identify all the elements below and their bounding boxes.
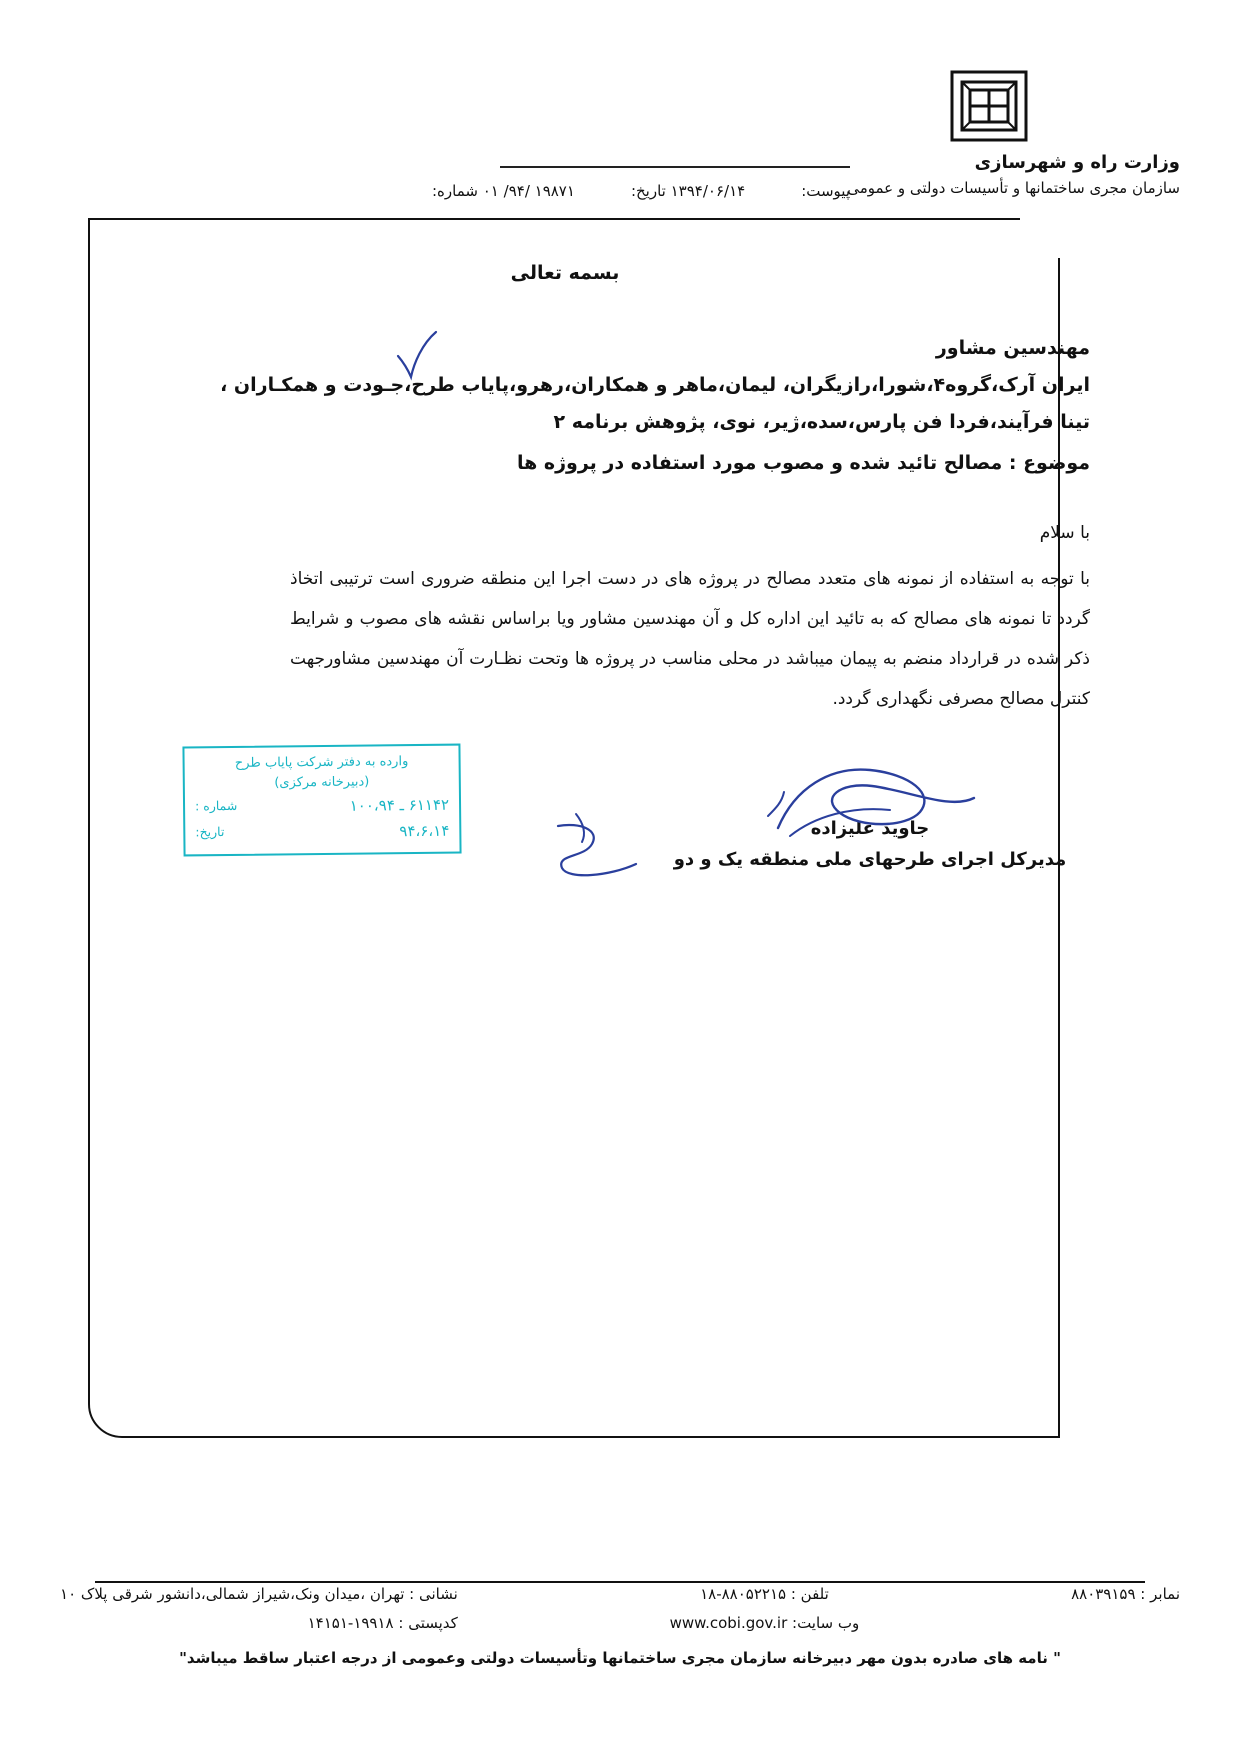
basmala: بسمه تعالی — [510, 262, 620, 284]
footer-website-row — [670, 1609, 860, 1638]
footer-contact-column — [670, 1580, 860, 1637]
attachment-field — [801, 182, 850, 200]
letter-meta — [310, 182, 850, 200]
stamp-number-value: ۶۱۱۴۲ ـ ۱۰۰،۹۴ — [349, 795, 450, 815]
addressee-block — [220, 330, 1090, 482]
signatory-title: مدیرکل اجرای طرحهای ملی منطقه یک و دو — [673, 849, 1067, 870]
footer-website-label: وب سایت: — [792, 1613, 860, 1632]
addressee-line-1: مهندسین مشاور — [935, 337, 1090, 359]
footer — [60, 1580, 1180, 1667]
footer-phone: تلفن : ۸۸۰۵۲۲۱۵-۱۸ — [700, 1585, 829, 1603]
ministry-emblem-icon — [950, 70, 1028, 142]
number-field — [432, 182, 575, 200]
stamp-date-value: ۹۴،۶،۱۴ — [399, 821, 450, 840]
letter-paragraph: با توجه به استفاده از نمونه های متعدد مصالح در پروژه های در دست اجرا این منطقه ضروری است ترتیبی اتخاذ گردد تا نمونه های مصالح که به تائید این اداره کل و آن مهندسین مشاور ویا براساس نقشه های مصوب و شرایط ذکر شده در قرارداد منضم به پیمان میباشد در محلی مناسب در پروژه ها وتحت نظـارت آن مهندسین مشاورجهت کنترل مصالح مصرفی نگهداری گردد. — [290, 569, 1090, 709]
letter-paragraph-container — [290, 560, 1090, 720]
footer-postal-code: کدپستی : ۱۹۹۱۸-۱۴۱۵۱ — [307, 1613, 458, 1632]
date-value: ۱۳۹۴/۰۶/۱۴ — [670, 182, 746, 200]
date-field — [631, 182, 745, 200]
signature-block — [670, 818, 1070, 870]
stamp-number-row — [185, 794, 459, 820]
attachment-label: پیوست: — [801, 182, 850, 200]
subject-line: موضوع : مصالح تائید شده و مصوب مورد استفاده در پروژه ها — [516, 452, 1090, 475]
footer-address-column — [60, 1580, 458, 1637]
footer-fax: نمابر : ۸۸۰۳۹۱۵۹ — [1071, 1585, 1180, 1603]
organization-name: سازمان مجری ساختمانها و تأسیسات دولتی و عمومی — [847, 179, 1180, 197]
signatory-name: جاوید علیزاده — [810, 818, 930, 839]
stamp-date-label: تاریخ: — [195, 823, 225, 839]
footer-fax-column — [1071, 1580, 1180, 1637]
salutation: با سلام — [1039, 523, 1090, 543]
date-label: تاریخ: — [630, 182, 666, 200]
footer-website-link[interactable]: www.cobi.gov.ir — [669, 1613, 788, 1632]
stamp-date-row — [185, 819, 459, 845]
stamp-line-1: وارده به دفتر شرکت پایاب طرح — [234, 754, 409, 771]
footer-address: نشانی : تهران ،میدان ونک،شیراز شمالی،دانشور شرقی پلاک ۱۰ — [60, 1585, 458, 1603]
stamp-number-label: شماره : — [194, 798, 238, 814]
number-value: ۱۹۸۷۱ /۹۴/ ۰۱ — [482, 182, 575, 200]
number-label: شماره: — [431, 182, 478, 200]
letterhead — [847, 70, 1180, 197]
addressee-line-3: تینا فرآیند،فردا فن پارس،سده،ژیر، نوی، پژوهش برنامه ۲ — [553, 411, 1090, 434]
footer-columns — [60, 1580, 1180, 1637]
stamp-line-2: (دبیرخانه مرکزی) — [274, 774, 370, 791]
footer-note: " نامه های صادره بدون مهر دبیرخانه سازمان مجری ساختمانها وتأسیسات دولتی وعمومی از درجه اعتبار ساقط میباشد" — [179, 1649, 1061, 1667]
reception-stamp — [182, 744, 461, 857]
ministry-name: وزارت راه و شهرسازی — [974, 152, 1180, 173]
addressee-line-2: ایران آرک،گروه۴،شورا،رازیگران، لیمان،ماهر و همکاران،رهرو،پایاب طرح،جـودت و همکـاران ، — [220, 374, 1090, 397]
header-divider — [500, 166, 850, 168]
